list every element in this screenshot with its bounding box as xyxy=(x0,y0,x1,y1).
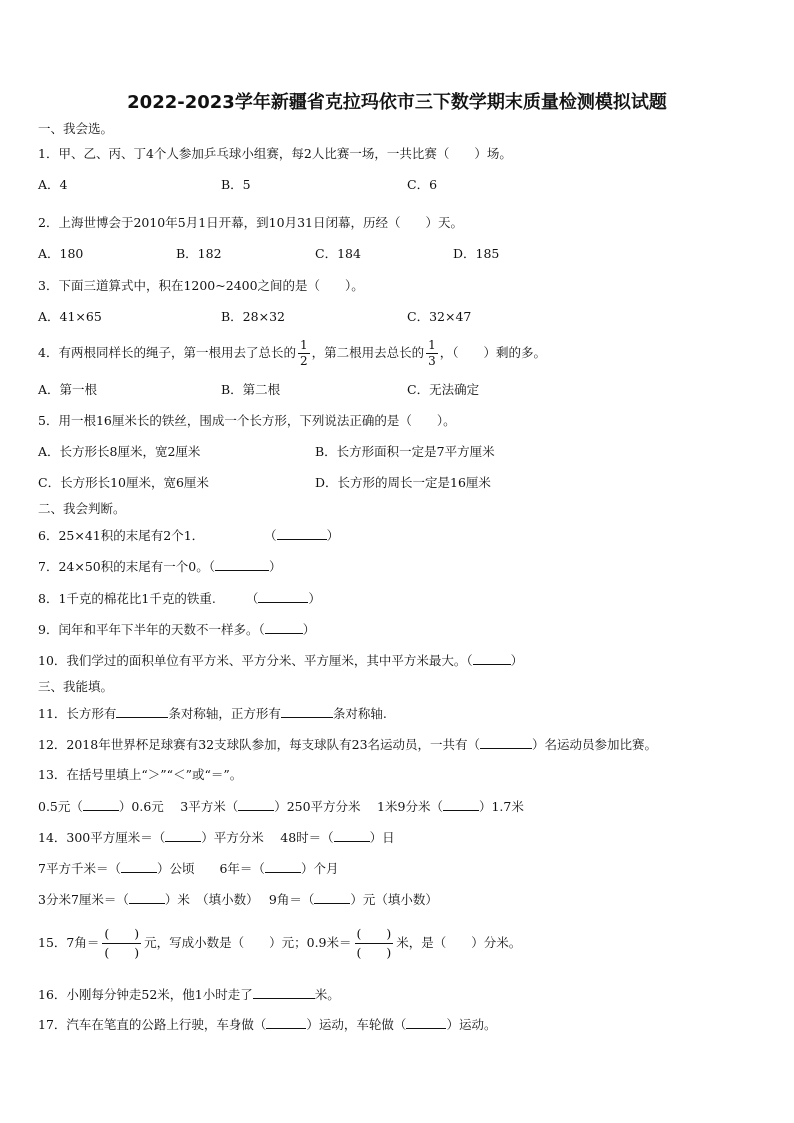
question-2: 2．上海世博会于2010年5月1日开幕，到10月31日闭幕，历经（ ）天。 xyxy=(38,215,463,230)
q5-option-d: D．长方形的周长一定是16厘米 xyxy=(315,475,491,490)
question-13-items xyxy=(38,798,524,815)
paren-right: ） xyxy=(308,591,321,606)
fraction-numerator: 1 xyxy=(299,338,308,352)
answer-blank[interactable] xyxy=(266,1016,306,1029)
q2-option-c: C．184 xyxy=(315,246,361,261)
answer-blank[interactable] xyxy=(238,798,274,811)
answer-blank[interactable] xyxy=(480,736,532,749)
answer-blank[interactable] xyxy=(443,798,479,811)
question-17 xyxy=(38,1016,496,1033)
q4-text-2: ，第二根用去总长的 xyxy=(311,345,425,360)
q11-text-3: 条对称轴. xyxy=(332,706,387,721)
q3-option-a: A．41×65 xyxy=(38,309,102,324)
q2-option-a: A．180 xyxy=(38,246,84,261)
answer-blank[interactable] xyxy=(265,621,303,634)
fraction-one-half xyxy=(298,338,310,369)
answer-blank[interactable] xyxy=(277,527,327,540)
fraction-numerator: ( ) xyxy=(102,925,141,944)
fraction-denominator: 2 xyxy=(299,354,308,368)
q5-option-b: B．长方形面积一定是7平方厘米 xyxy=(315,444,495,459)
question-14-line-1 xyxy=(38,829,395,846)
q10-text: 10．我们学过的面积单位有平方米、平方分米、平方厘米，其中平方米最大。（ xyxy=(38,653,473,668)
blank-fraction[interactable] xyxy=(355,925,394,962)
q14-text: 14．300平方厘米＝（ xyxy=(38,830,166,845)
question-4 xyxy=(38,336,546,370)
question-14-line-3 xyxy=(38,891,438,908)
question-6 xyxy=(38,527,339,544)
answer-blank[interactable] xyxy=(165,829,201,842)
q12-text-2: ）名运动员参加比赛。 xyxy=(532,737,658,752)
question-9 xyxy=(38,621,315,638)
q13-item-2: ）0.6元 3平方米（ xyxy=(118,799,239,814)
q4-option-a: A．第一根 xyxy=(38,382,98,397)
question-10 xyxy=(38,652,523,669)
q4-option-b: B．第二根 xyxy=(221,382,281,397)
q3-option-b: B．28×32 xyxy=(221,309,285,324)
q14-text: 3分米7厘米＝（ xyxy=(38,892,129,907)
answer-blank[interactable] xyxy=(121,860,157,873)
q17-text-3: ）运动。 xyxy=(446,1017,497,1032)
section-heading-choice: 一、我会选。 xyxy=(38,121,114,136)
q5-option-c: C．长方形长10厘米，宽6厘米 xyxy=(38,475,209,490)
q14-text: ）米 （填小数） 9角＝（ xyxy=(164,892,315,907)
q6-text: 6．25×41积的末尾有2个1． xyxy=(38,528,205,543)
q3-option-c: C．32×47 xyxy=(407,309,472,324)
q13-item-4: ）1.7米 xyxy=(478,799,524,814)
q14-text: ）平方分米 48时＝（ xyxy=(201,830,334,845)
q4-text-3: ，（ ）剩的多。 xyxy=(439,345,547,360)
q2-option-d: D．185 xyxy=(453,246,500,261)
paren-left: （ xyxy=(264,528,277,543)
paren-right: ） xyxy=(326,528,340,543)
q14-text: ）日 xyxy=(369,830,395,845)
q1-option-b: B．5 xyxy=(221,177,251,192)
q1-option-c: C．6 xyxy=(407,177,438,192)
q14-text: ）元（填小数） xyxy=(350,892,438,907)
question-16 xyxy=(38,986,340,1003)
fraction-denominator: 3 xyxy=(428,354,436,368)
q12-text-1: 12．2018年世界杯足球赛有32支球队参加，每支球队有23名运动员，一共有（ xyxy=(38,737,481,752)
answer-blank[interactable] xyxy=(253,986,315,999)
answer-blank[interactable] xyxy=(334,829,370,842)
answer-blank[interactable] xyxy=(258,590,308,603)
question-11 xyxy=(38,705,387,722)
q15-text-2: 元，写成小数是（ ）元；0.9米＝ xyxy=(144,935,352,950)
answer-blank[interactable] xyxy=(314,891,350,904)
q1-option-a: A．4 xyxy=(38,177,68,192)
q17-text-1: 17．汽车在笔直的公路上行驶，车身做（ xyxy=(38,1017,267,1032)
question-1: 1．甲、乙、丙、丁4个人参加乒乓球小组赛，每2人比赛一场，一共比赛（ ）场。 xyxy=(38,146,512,161)
q5-option-a: A．长方形长8厘米，宽2厘米 xyxy=(38,444,201,459)
answer-blank[interactable] xyxy=(281,705,333,718)
q2-option-b: B．182 xyxy=(176,246,222,261)
page-title: 2022-2023学年新疆省克拉玛依市三下数学期末质量检测模拟试题 xyxy=(127,92,667,113)
question-7 xyxy=(38,558,281,575)
answer-blank[interactable] xyxy=(265,860,301,873)
fraction-numerator: 1 xyxy=(428,338,436,352)
q13-item-1: 0.5元（ xyxy=(38,799,83,814)
fraction-one-third xyxy=(426,338,438,369)
question-12 xyxy=(38,736,657,753)
q8-text: 8．1千克的棉花比1千克的铁重. xyxy=(38,591,216,606)
q15-text-1: 15．7角＝ xyxy=(38,935,100,950)
question-15 xyxy=(38,921,521,965)
q14-text: 7平方千米＝（ xyxy=(38,861,121,876)
q16-text-1: 16．小刚每分钟走52米，他1小时走了 xyxy=(38,987,253,1002)
answer-blank[interactable] xyxy=(83,798,119,811)
q14-text: ）个月 xyxy=(300,861,339,876)
q4-option-c: C．无法确定 xyxy=(407,382,480,397)
fraction-denominator: ( ) xyxy=(104,945,140,960)
question-8 xyxy=(38,590,321,607)
q13-item-3: ）250平方分米 1米9分米（ xyxy=(274,799,443,814)
blank-fraction[interactable] xyxy=(102,925,141,962)
q7-text: 7．24×50积的末尾有一个0。（ xyxy=(38,559,215,574)
q15-text-3: 米，是（ ）分米。 xyxy=(396,935,522,950)
q4-text-1: 4．有两根同样长的绳子，第一根用去了总长的 xyxy=(38,345,296,360)
answer-blank[interactable] xyxy=(406,1016,446,1029)
q9-text: 9．闰年和平年下半年的天数不一样多。（ xyxy=(38,622,265,637)
q11-text-2: 条对称轴，正方形有 xyxy=(168,706,281,721)
paren-right: ） xyxy=(302,622,316,637)
answer-blank[interactable] xyxy=(215,558,269,571)
q11-text-1: 11．长方形有 xyxy=(38,706,117,721)
answer-blank[interactable] xyxy=(116,705,168,718)
fraction-numerator: ( ) xyxy=(355,925,394,944)
section-heading-fill: 三、我能填。 xyxy=(38,679,114,694)
section-heading-judge: 二、我会判断。 xyxy=(38,501,126,516)
question-14-line-2 xyxy=(38,860,338,877)
question-13: 13．在括号里填上“＞”“＜”或“＝”。 xyxy=(38,767,243,782)
answer-blank[interactable] xyxy=(473,652,511,665)
paren-right: ） xyxy=(268,559,282,574)
question-5: 5．用一根16厘米长的铁丝，围成一个长方形，下列说法正确的是（ ）。 xyxy=(38,413,456,428)
question-3: 3．下面三道算式中，积在1200~2400之间的是（ ）。 xyxy=(38,278,364,293)
q14-text: ）公顷 6年＝（ xyxy=(156,861,265,876)
fraction-denominator: ( ) xyxy=(356,945,392,960)
q16-text-2: 米。 xyxy=(314,987,340,1002)
q17-text-2: ）运动，车轮做（ xyxy=(306,1017,407,1032)
answer-blank[interactable] xyxy=(129,891,165,904)
paren-left: （ xyxy=(245,591,259,606)
paren-right: ） xyxy=(510,653,524,668)
